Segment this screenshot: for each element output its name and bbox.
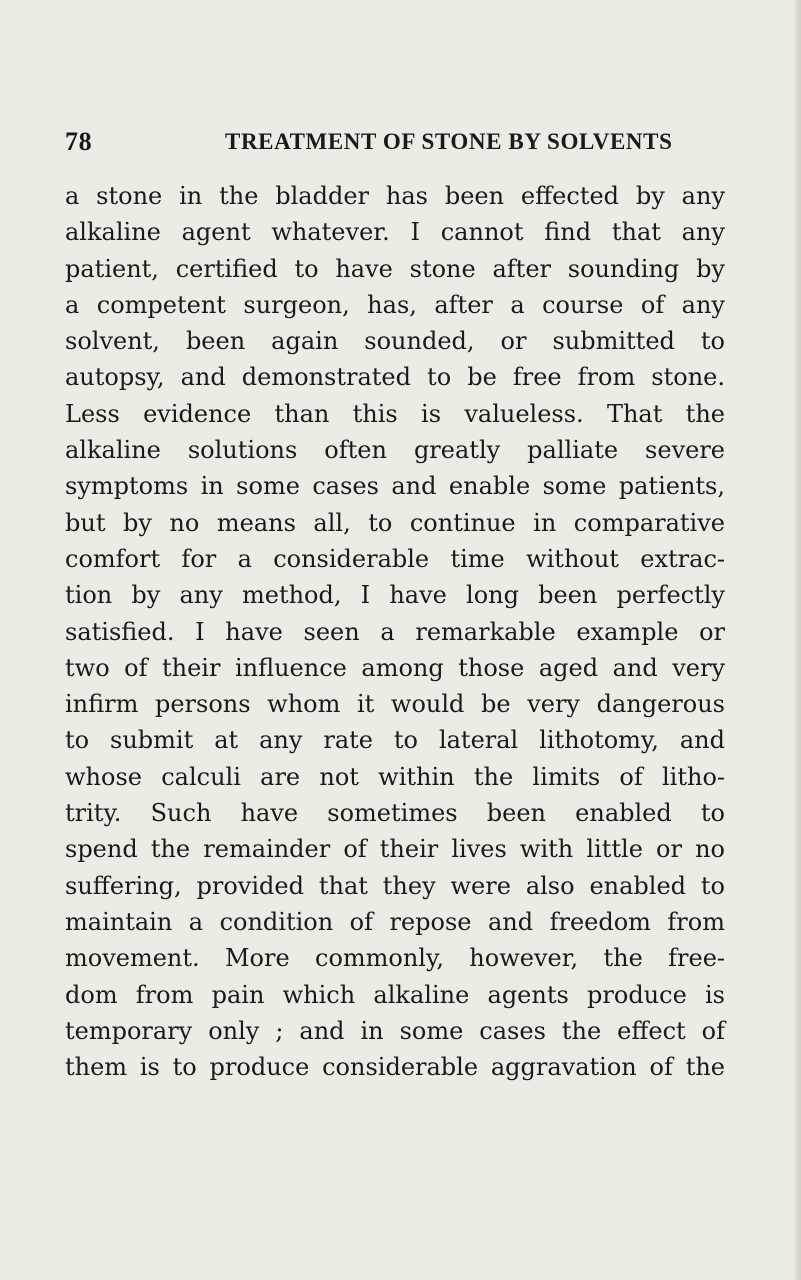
text-line: patient, certified to have stone after sounding by [65, 254, 725, 283]
text-line: temporary only ; and in some cases the effect of [65, 1016, 725, 1045]
text-line: infirm persons whom it would be very dangerous [65, 690, 725, 719]
text-line: to submit at any rate to lateral lithotomy, and [65, 726, 725, 755]
text-line: satisfied. I have seen a remarkable example or [65, 617, 725, 646]
body-paragraph [65, 178, 725, 1085]
text-line: suffering, provided that they were also enabled to [65, 871, 725, 900]
text-line: two of their influence among those aged and very [65, 653, 725, 682]
page-edge-shadow [795, 0, 801, 1280]
text-line: movement. More commonly, however, the free- [65, 944, 725, 973]
text-line: alkaline agent whatever. I cannot find that any [65, 218, 725, 247]
text-line: autopsy, and demonstrated to be free from stone. [65, 363, 725, 392]
text-line: Less evidence than this is valueless. That the [65, 399, 725, 428]
text-line: symptoms in some cases and enable some patients, [65, 472, 725, 501]
text-line: them is to produce considerable aggravation of the [65, 1053, 725, 1082]
text-line: a competent surgeon, has, after a course of any [65, 290, 725, 319]
text-line: maintain a condition of repose and freedom from [65, 907, 725, 936]
text-line: tion by any method, I have long been perfectly [65, 581, 725, 610]
text-line: spend the remainder of their lives with little or no [65, 835, 725, 864]
page-number: 78 [65, 127, 93, 156]
text-line: whose calculi are not within the limits of litho- [65, 762, 725, 791]
text-line: alkaline solutions often greatly palliate severe [65, 436, 725, 465]
text-line: a stone in the bladder has been effected by any [65, 182, 725, 210]
text-line: dom from pain which alkaline agents produce is [65, 980, 725, 1009]
text-line: but by no means all, to continue in comparative [65, 508, 725, 537]
running-header [65, 127, 673, 157]
text-line: comfort for a considerable time without extrac- [65, 544, 725, 573]
text-line: trity. Such have sometimes been enabled to [65, 799, 725, 828]
running-title: TREATMENT OF STONE BY SOLVENTS [225, 129, 673, 154]
text-line: solvent, been again sounded, or submitted to [65, 327, 725, 356]
